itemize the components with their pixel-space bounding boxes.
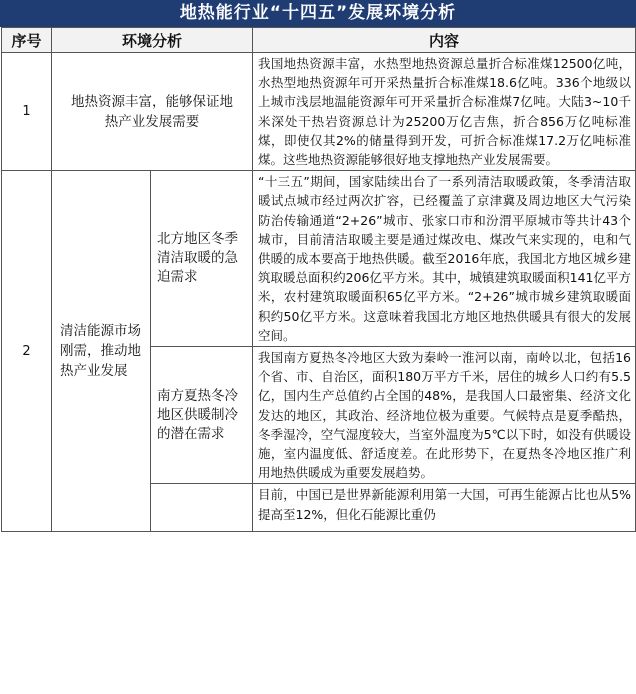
row-label-text: 地热资源丰富，能够保证地热产业发展需要 xyxy=(71,93,233,130)
analysis-table xyxy=(1,27,636,532)
row-content: 我国地热资源丰富，水热型地热资源总量折合标准煤12500亿吨，水热型地热资源年可开采热量折合标准煤18.6亿吨。336个地级以上城市浅层地温能资源年可开采量折合标准煤7亿吨。大陆3~10千米深处干热岩资源总计为25200万亿吉焦，折合856万亿吨标准煤，即使仅其2%的储量得到开发，可折合标准煤17.2万亿吨标准煤。这些地热资源能够很好地支撑地热产业发展需要。 xyxy=(253,53,636,171)
table-row xyxy=(2,53,636,171)
header-row xyxy=(2,28,636,53)
sub-label xyxy=(151,484,253,532)
sub-content: 我国南方夏热冬冷地区大致为秦岭一淮河以南，南岭以北，包括16个省、市、自治区，面积180万平方千米，居住的城乡人口约有5.5亿，国内生产总值约占全国的48%，是我国人口最密集、经济文化发达的地区，其政治、经济地位极为重要。气候特点是夏季酷热，冬季湿冷，空气湿度较大，当室外温度为5℃以下时，如没有供暖设施，室内温度低、舒适度差。在此形势下，在夏热冬冷地区推广利用地热供暖成为重要发展趋势。 xyxy=(253,347,636,484)
header-analysis: 环境分析 xyxy=(52,28,253,53)
row-index: 1 xyxy=(2,53,52,171)
sub-content-text: 目前，中国已是世界新能源利用第一大国，可再生能源占比也从5%提高至12%，但化石能源比重仍 xyxy=(258,487,632,522)
table-title: 地热能行业“十四五”发展环境分析 xyxy=(0,0,636,27)
row-index: 2 xyxy=(2,171,52,532)
sub-content xyxy=(253,484,636,532)
row-label xyxy=(52,53,253,171)
sub-content: “十三五”期间，国家陆续出台了一系列清洁取暖政策，冬季清洁取暖试点城市经过两次扩容，已经覆盖了京津冀及周边地区大气污染防治传输通道“2+26”城市、张家口市和汾渭平原城市等共计43个城市，目前清洁取暖主要是通过煤改电、煤改气来实现的，电和气供暖的成本要高于地热供暖。截至2016年底，我国北方地区城乡建筑取暖总面积约206亿平方米。其中，城镇建筑取暖面积141亿平方米，农村建筑取暖面积65亿平方米。“2+26”城市城乡建筑取暖面积约50亿平方米。这意味着我国北方地区地热供暖具有很大的发展空间。 xyxy=(253,171,636,347)
row-label xyxy=(52,171,151,532)
header-index: 序号 xyxy=(2,28,52,53)
header-content: 内容 xyxy=(253,28,636,53)
table-row xyxy=(2,171,636,347)
sub-label: 南方夏热冬冷地区供暖制冷的潜在需求 xyxy=(151,347,253,484)
row-label-text: 清洁能源市场刚需，推动地热产业发展 xyxy=(60,323,141,380)
sub-label: 北方地区冬季清洁取暖的急迫需求 xyxy=(151,171,253,347)
